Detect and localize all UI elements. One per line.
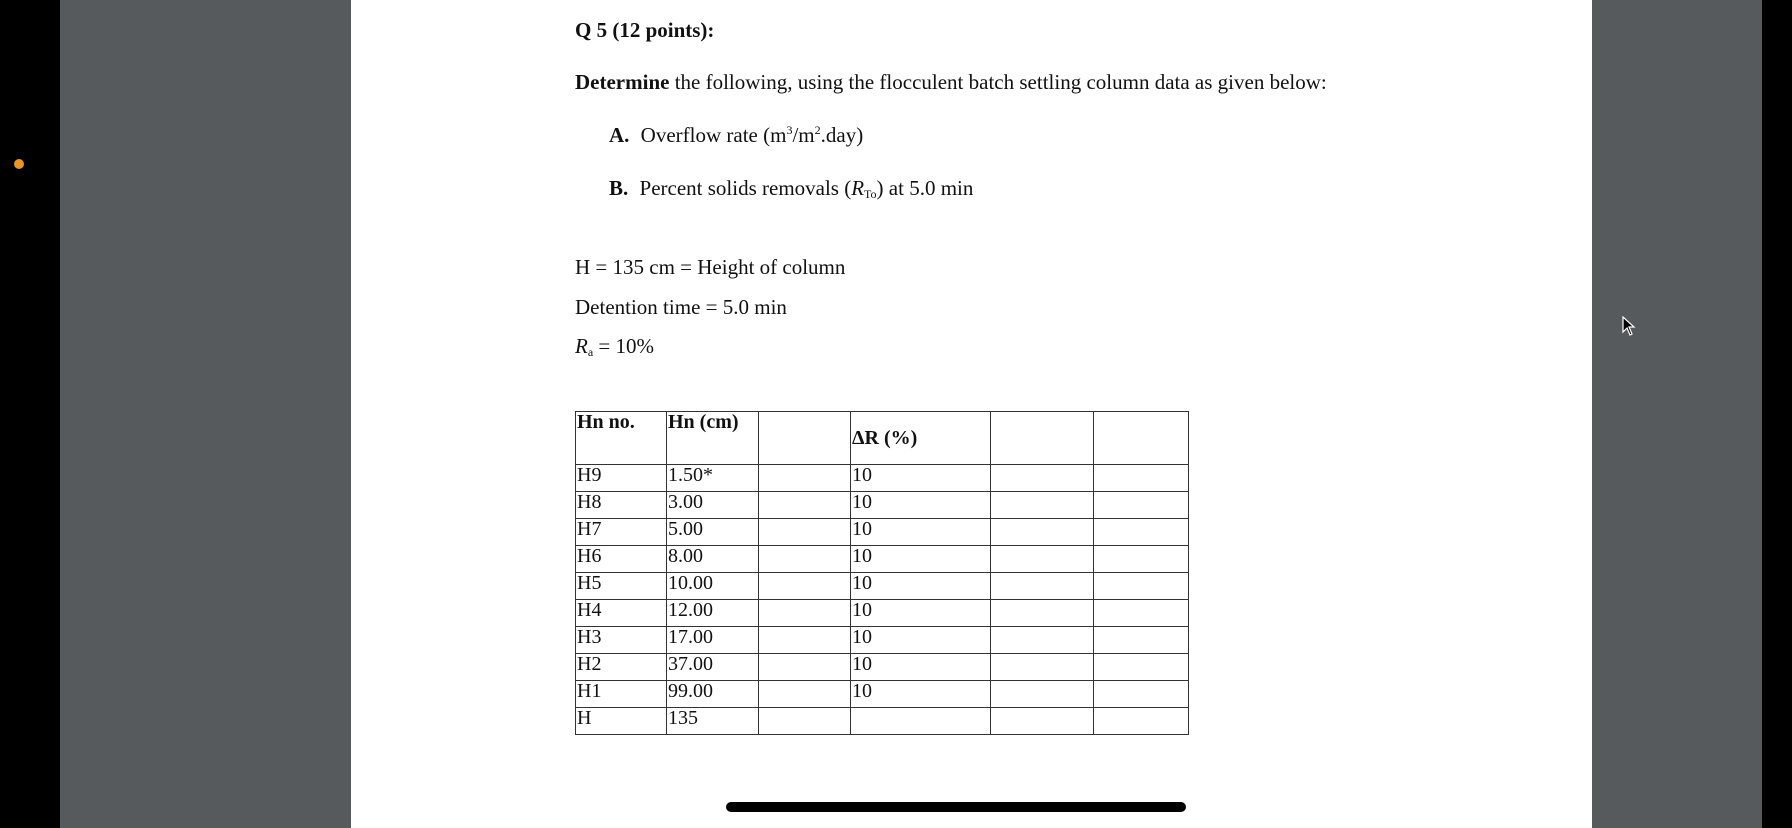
given-detention: Detention time = 5.0 min <box>575 295 787 319</box>
home-indicator[interactable] <box>726 802 1186 812</box>
settling-data-table <box>575 411 1189 735</box>
table-cell: H2 <box>576 654 667 681</box>
table-cell <box>1094 708 1189 735</box>
table-cell <box>759 465 851 492</box>
item-b-pre: Percent solids removals ( <box>639 176 852 200</box>
table-cell: 5.00 <box>667 519 759 546</box>
table-cell: H7 <box>576 519 667 546</box>
status-dot-icon <box>14 159 24 169</box>
table-cell: 8.00 <box>667 546 759 573</box>
table-row <box>576 573 1189 600</box>
table-cell: H <box>576 708 667 735</box>
table-cell <box>851 708 991 735</box>
table-cell: 10 <box>851 654 991 681</box>
table-cell <box>1094 519 1189 546</box>
table-row <box>576 600 1189 627</box>
table-cell: 135 <box>667 708 759 735</box>
item-b-letter: B. <box>609 176 629 200</box>
table-header-cell <box>759 412 851 465</box>
table-row <box>576 546 1189 573</box>
table-cell <box>1094 654 1189 681</box>
table-cell: 37.00 <box>667 654 759 681</box>
ra-value: = 10% <box>593 334 654 358</box>
table-cell <box>759 573 851 600</box>
table-row <box>576 627 1189 654</box>
table-cell: 10 <box>851 573 991 600</box>
item-b-symbol: R <box>851 176 865 200</box>
table-row <box>576 681 1189 708</box>
ra-symbol: R <box>575 334 588 358</box>
item-a-mid: /m <box>792 123 815 147</box>
table-cell <box>991 654 1094 681</box>
table-cell: 10 <box>851 519 991 546</box>
table-cell <box>991 492 1094 519</box>
table-cell <box>991 600 1094 627</box>
table-header-cell: Hn (cm) <box>667 412 759 465</box>
table-cell <box>991 465 1094 492</box>
table-cell <box>1094 465 1189 492</box>
table-header-row <box>576 412 1189 465</box>
table-cell: 3.00 <box>667 492 759 519</box>
table-cell: 10.00 <box>667 573 759 600</box>
table-header-cell <box>991 412 1094 465</box>
table-cell: H4 <box>576 600 667 627</box>
table-cell <box>1094 492 1189 519</box>
table-cell <box>991 519 1094 546</box>
table-cell <box>1094 573 1189 600</box>
table-cell <box>991 573 1094 600</box>
question-intro <box>575 70 1327 95</box>
given-height: H = 135 cm = Height of column <box>575 255 846 279</box>
table-cell: H3 <box>576 627 667 654</box>
intro-rest: the following, using the flocculent batch settling column data as given below: <box>669 70 1327 94</box>
table-cell: 1.50* <box>667 465 759 492</box>
item-a-post: .day) <box>820 123 864 147</box>
item-a-sup2: 2 <box>814 123 821 137</box>
table-cell: 12.00 <box>667 600 759 627</box>
table-row <box>576 492 1189 519</box>
table-cell <box>759 546 851 573</box>
question-title: Q 5 (12 points): <box>575 18 715 42</box>
table-header-cell <box>1094 412 1189 465</box>
table-cell <box>1094 546 1189 573</box>
table-row <box>576 519 1189 546</box>
document-page <box>351 0 1592 828</box>
table-cell <box>1094 681 1189 708</box>
table-cell <box>1094 600 1189 627</box>
item-b-sub: To <box>864 187 877 201</box>
table-row <box>576 654 1189 681</box>
table-cell: H8 <box>576 492 667 519</box>
table-cell <box>759 681 851 708</box>
item-a <box>609 123 863 148</box>
table-cell: 99.00 <box>667 681 759 708</box>
table-cell: H1 <box>576 681 667 708</box>
table-cell <box>991 546 1094 573</box>
table-cell: 17.00 <box>667 627 759 654</box>
table-cell: 10 <box>851 627 991 654</box>
table-row <box>576 465 1189 492</box>
document-viewer[interactable] <box>60 0 1762 828</box>
item-a-sup1: 3 <box>786 123 793 137</box>
ra-sub: a <box>587 345 594 359</box>
table-cell: H9 <box>576 465 667 492</box>
item-a-letter: A. <box>609 123 630 147</box>
table-row <box>576 708 1189 735</box>
intro-bold: Determine <box>575 70 670 94</box>
mouse-cursor-icon <box>1622 316 1636 341</box>
item-a-pre: Overflow rate (m <box>640 123 787 147</box>
table-cell <box>759 627 851 654</box>
table-cell: 10 <box>851 600 991 627</box>
table-header-cell: Hn no. <box>576 412 667 465</box>
table-cell <box>991 681 1094 708</box>
table-cell: H6 <box>576 546 667 573</box>
table-cell: 10 <box>851 681 991 708</box>
table-cell <box>759 654 851 681</box>
table-cell: 10 <box>851 546 991 573</box>
given-ra <box>575 334 654 360</box>
table-cell: 10 <box>851 492 991 519</box>
table-cell <box>759 708 851 735</box>
item-b <box>609 176 973 202</box>
table-cell <box>759 492 851 519</box>
right-bezel <box>1762 0 1792 828</box>
table-cell <box>759 519 851 546</box>
table-cell: 10 <box>851 465 991 492</box>
table-cell <box>991 627 1094 654</box>
table-header-cell: ΔR (%) <box>851 412 991 465</box>
table-cell <box>1094 627 1189 654</box>
table-cell <box>991 708 1094 735</box>
table-cell: H5 <box>576 573 667 600</box>
item-b-post: ) at 5.0 min <box>876 176 974 200</box>
left-bezel <box>0 0 60 828</box>
table-cell <box>759 600 851 627</box>
